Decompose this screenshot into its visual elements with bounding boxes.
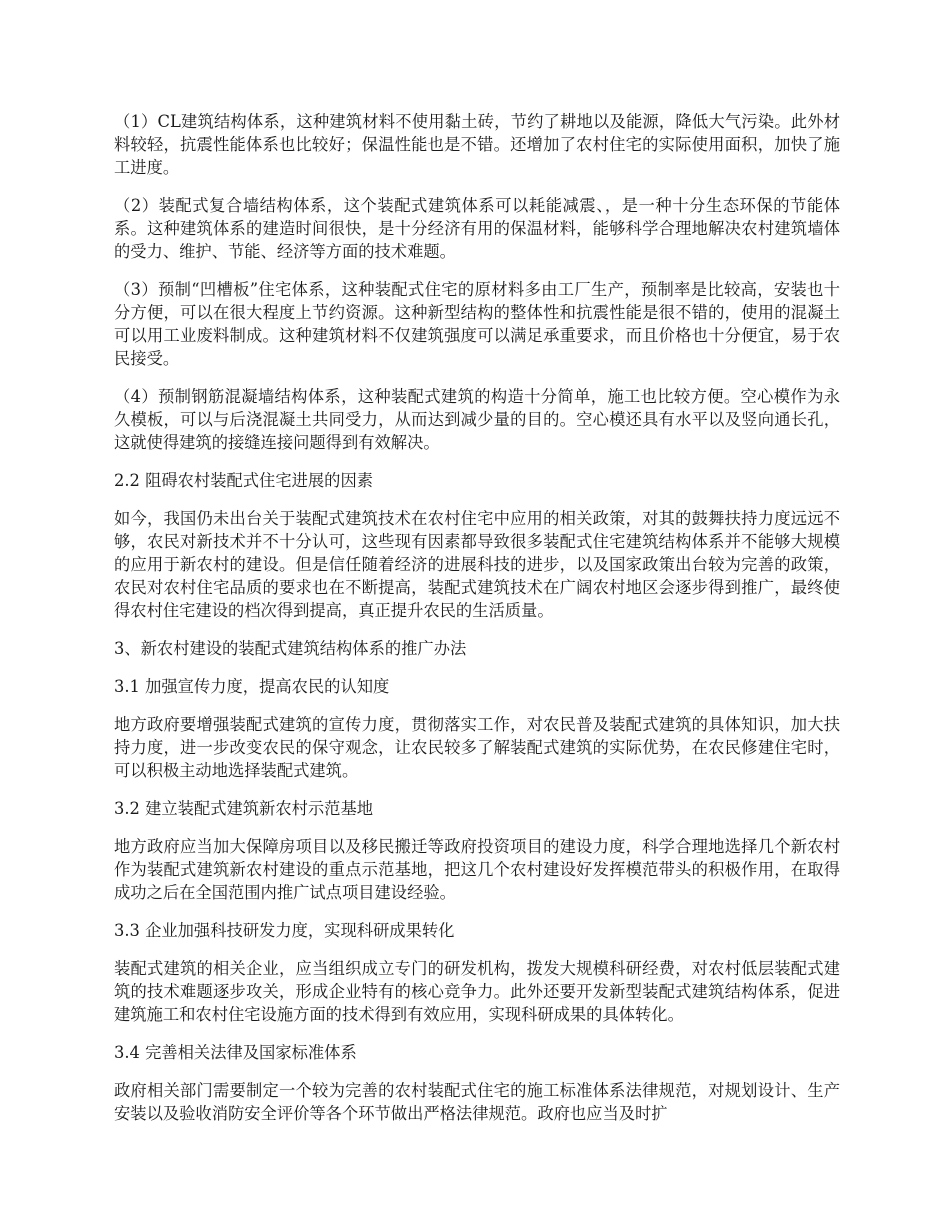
section-heading-3-4: 3.4 完善相关法律及国家标准体系 bbox=[114, 1043, 357, 1062]
section-heading-3-3: 3.3 企业加强科技研发力度，实现科研成果转化 bbox=[114, 921, 455, 940]
section-heading-2-2: 2.2 阻碍农村装配式住宅进展的因素 bbox=[114, 471, 374, 490]
paragraph-groove-panel-system: （3）预制“凹槽板”住宅体系，这种装配式住宅的原材料多由工厂生产，预制率是比较高，安装也十分方便，可以在很大程度上节约资源。这种新型结构的整体性和抗震性能是很不错的，使用的混凝土可以用工业废料制成。这种建筑材料不仅建筑强度可以满足承重要求，而且价格也十分便宜，易于农民接受。 bbox=[114, 280, 840, 368]
paragraph-composite-wall-system: （2）装配式复合墙结构体系，这个装配式建筑体系可以耗能减震、，是一种十分生态环保的节能体系。这种建筑体系的建造时间很快，是十分经济有用的保温材料，能够科学合理地解决农村建筑墙体的受力、维护、节能、经济等方面的技术难题。 bbox=[114, 196, 840, 261]
paragraph-publicity: 地方政府要增强装配式建筑的宣传力度，贯彻落实工作，对农民普及装配式建筑的具体知识，加大扶持力度，进一步改变农民的保守观念，让农民较多了解装配式建筑的实际优势，在农民修建住宅时，可以积极主动地选择装配式建筑。 bbox=[114, 715, 840, 780]
paragraph-demonstration-base: 地方政府应当加大保障房项目以及移民搬迁等政府投资项目的建设力度，科学合理地选择几个新农村作为装配式建筑新农村建设的重点示范基地，把这几个农村建设好发挥模范带头的积极作用，在取得成功之后在全国范围内推广试点项目建设经验。 bbox=[114, 837, 840, 902]
paragraph-obstacles: 如今，我国仍未出台关于装配式建筑技术在农村住宅中应用的相关政策，对其的鼓舞扶持力度远远不够，农民对新技术并不十分认可，这些现有因素都导致很多装配式住宅建筑结构体系并不能够大规模的应用于新农村的建设。但是信任随着经济的进展科技的进步，以及国家政策出台较为完善的政策，农民对农村住宅品质的要求也在不断提高，装配式建筑技术在广阔农村地区会逐步得到推广，最终使得农村住宅建设的档次得到提高，真正提升农民的生活质量。 bbox=[114, 509, 840, 620]
document-page bbox=[114, 110, 840, 1140]
paragraph-cl-system: （1）CL建筑结构体系，这种建筑材料不使用黏土砖，节约了耕地以及能源，降低大气污染。此外材料较轻，抗震性能体系也比较好；保温性能也是不错。还增加了农村住宅的实际使用面积，加快了施工进度。 bbox=[114, 112, 840, 177]
paragraph-precast-concrete-wall-system: （4）预制钢筋混凝墙结构体系，这种装配式建筑的构造十分简单，施工也比较方便。空心模作为永久模板，可以与后浇混凝土共同受力，从而达到减少量的目的。空心模还具有水平以及竖向通长孔，这就使得建筑的接缝连接问题得到有效解决。 bbox=[114, 387, 840, 452]
paragraph-research-development: 装配式建筑的相关企业，应当组织成立专门的研发机构，拨发大规模科研经费，对农村低层装配式建筑的技术难题逐步攻关，形成企业特有的核心竞争力。此外还要开发新型装配式建筑结构体系，促进建筑施工和农村住宅设施方面的技术得到有效应用，实现科研成果的具体转化。 bbox=[114, 959, 840, 1024]
section-heading-3-2: 3.2 建立装配式建筑新农村示范基地 bbox=[114, 799, 374, 818]
section-heading-3-1: 3.1 加强宣传力度，提高农民的认知度 bbox=[114, 677, 390, 696]
section-heading-3: 3、新农村建设的装配式建筑结构体系的推广办法 bbox=[114, 639, 467, 658]
paragraph-legal-standards: 政府相关部门需要制定一个较为完善的农村装配式住宅的施工标准体系法律规范，对规划设计、生产安装以及验收消防安全评价等各个环节做出严格法律规范。政府也应当及时扩 bbox=[114, 1081, 840, 1123]
